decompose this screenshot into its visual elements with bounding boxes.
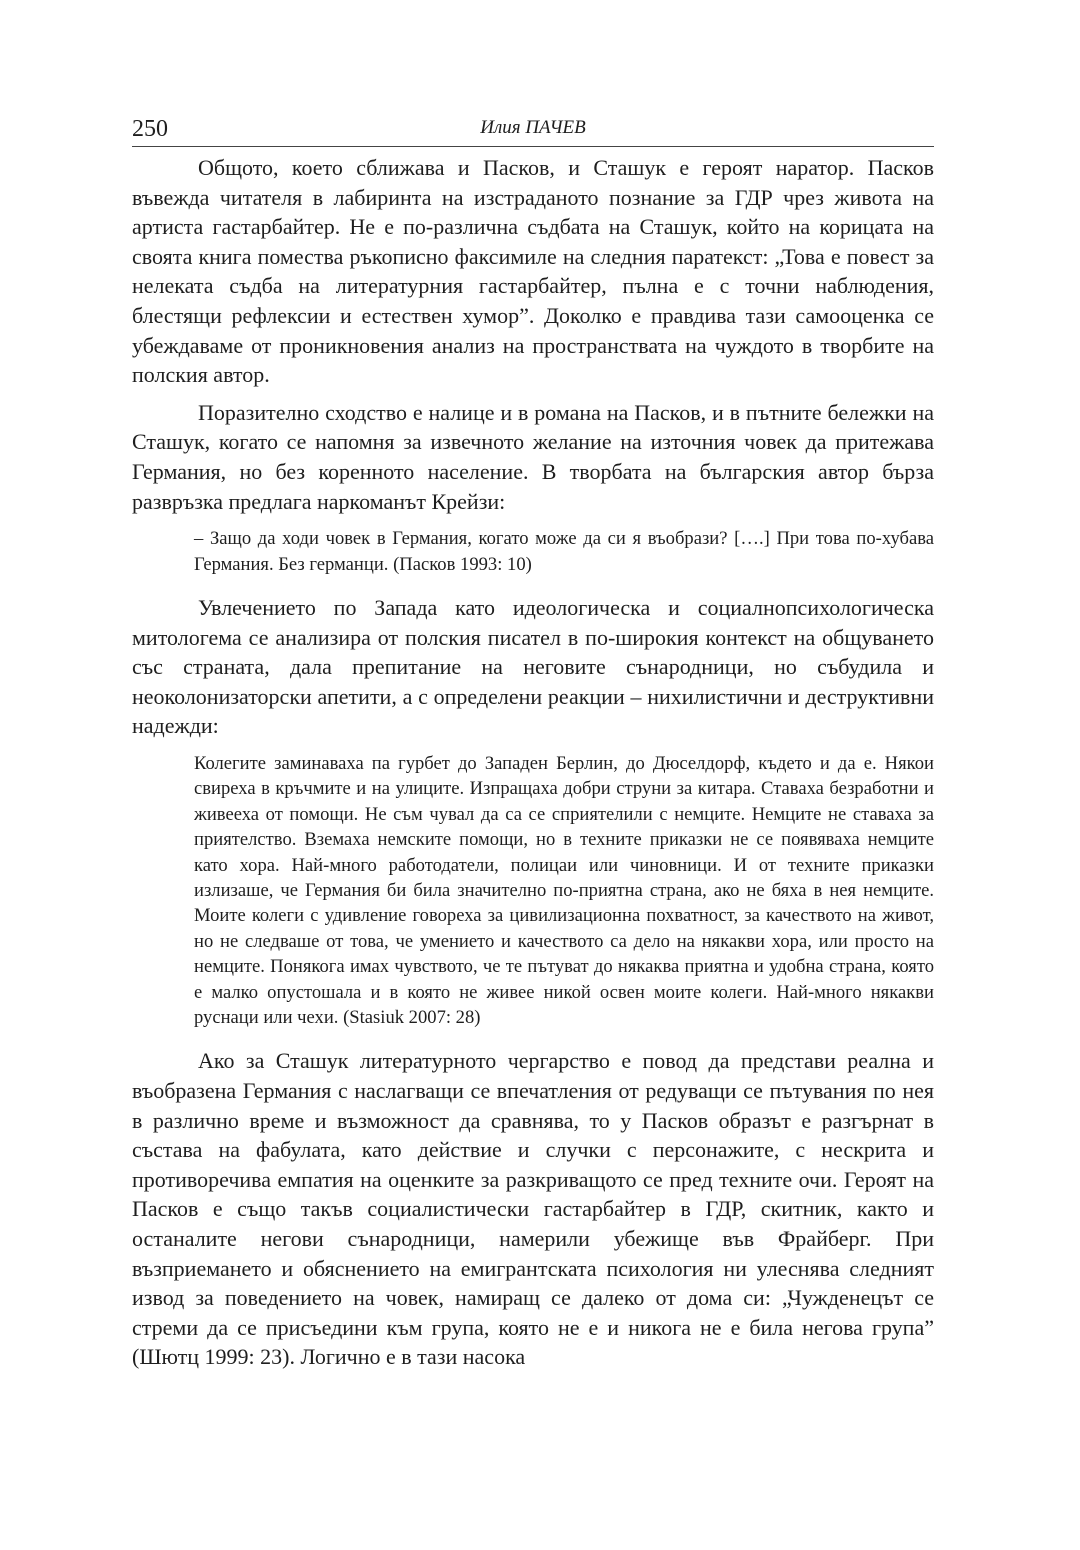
body-paragraph: Общото, което сближава и Пасков, и Сташук е героят наратор. Пасков въвежда читателя в лабиринта на изстраданото познание за ГДР чрез живота на артиста гастарбайтер. Не е по-различна съдбата на Сташук, който на корицата на своята книга помества ръкописно факсимиле на следния паратекст: „Това е повест за нелеката съдба на литературния гастарбайтер, пълна е с точни наблюдения, блестящи рефлексии и естествен хумор”. Доколко е правдива тази самооценка се убеждаваме от проникновения анализ на пространствата на чуждото в творбите на полския автор. bbox=[132, 155, 934, 388]
block-quote: – Защо да ходи човек в Германия, когато може да си я въобрази? [….] При това по-хубава Германия. Без германци. (Пасков 1993: 10) bbox=[194, 528, 934, 575]
page-number: 250 bbox=[132, 116, 168, 142]
body-paragraph: Увлечението по Запада като идеологическа и социалнопсихологическа митологема се анализира от полския писател в по-широкия контекст на общуването със страната, дала препитание на неговите сънародници, но събудила и неоколонизаторски апетити, а с определени реакции – нихилистични и деструктивни надежди: bbox=[132, 594, 934, 739]
running-head: Илия ПАЧЕВ bbox=[480, 117, 586, 138]
page-body bbox=[132, 153, 934, 1372]
page-header bbox=[132, 110, 934, 147]
body-paragraph: Поразително сходство е налице и в романа на Пасков, и в пътните бележки на Сташук, когато се напомня за извечното желание на източния човек да притежава Германия, но без коренното население. В творбата на българския автор бърза развръзка предлага наркоманът Крейзи: bbox=[132, 399, 934, 514]
body-paragraph: Ако за Сташук литературното чергарство е повод да представи реална и въобразена Германия с наслагващи се впечатления от редуващи се пътувания по нея в различно време и възможност да сравнява, то у Пасков образът е разгърнат в състава на фабулата, като действие и случки с персонажите, с нескрита и противоречива емпатия на оценките за разкриващото се пред техните очи. Героят на Пасков е също такъв социалистически гастарбайтер в ГДР, скитник, както и останалите негови сънародници, намерили убежище във Фрайберг. При възприемането и обяснението на емигрантската психология ни улеснява следният извод за поведението на човек, намиращ се далеко от дома си: „Чужденецът се стреми да се присъедини към група, която не е и никога не е била негова група” (Шютц 1999: 23). Логично е в тази насока bbox=[132, 1048, 934, 1370]
block-quote: Колегите заминаваха па гурбет до Западен Берлин, до Дюселдорф, където и да е. Някои свиреха в кръчмите и на улиците. Изпращаха добри струни за китара. Ставаха безработни и живееха от помощи. Не съм чувал да са се сприятелили с немците. Немците не ставаха за приятелство. Вземаха немските помощи, но в техните приказки не се появяваха немците като хора. Най-много работодатели, полицаи или чиновници. И от техните приказки излизаше, че Германия би била значително по-приятна страна, ако не бяха в нея немците. Моите колеги с удивление говореха за цивилизационна похватност, за качеството на живот, но не следваше от това, че умението и качеството са дело на някакви хора, или просто на немците. Понякога имах чувството, че те пътуват до някаква приятна и удобна страна, която е малко опустошала и в която не живее никой освен моите колеги. Най-много някакви руснаци или чехи. (Stasiuk 2007: 28) bbox=[194, 752, 934, 1028]
